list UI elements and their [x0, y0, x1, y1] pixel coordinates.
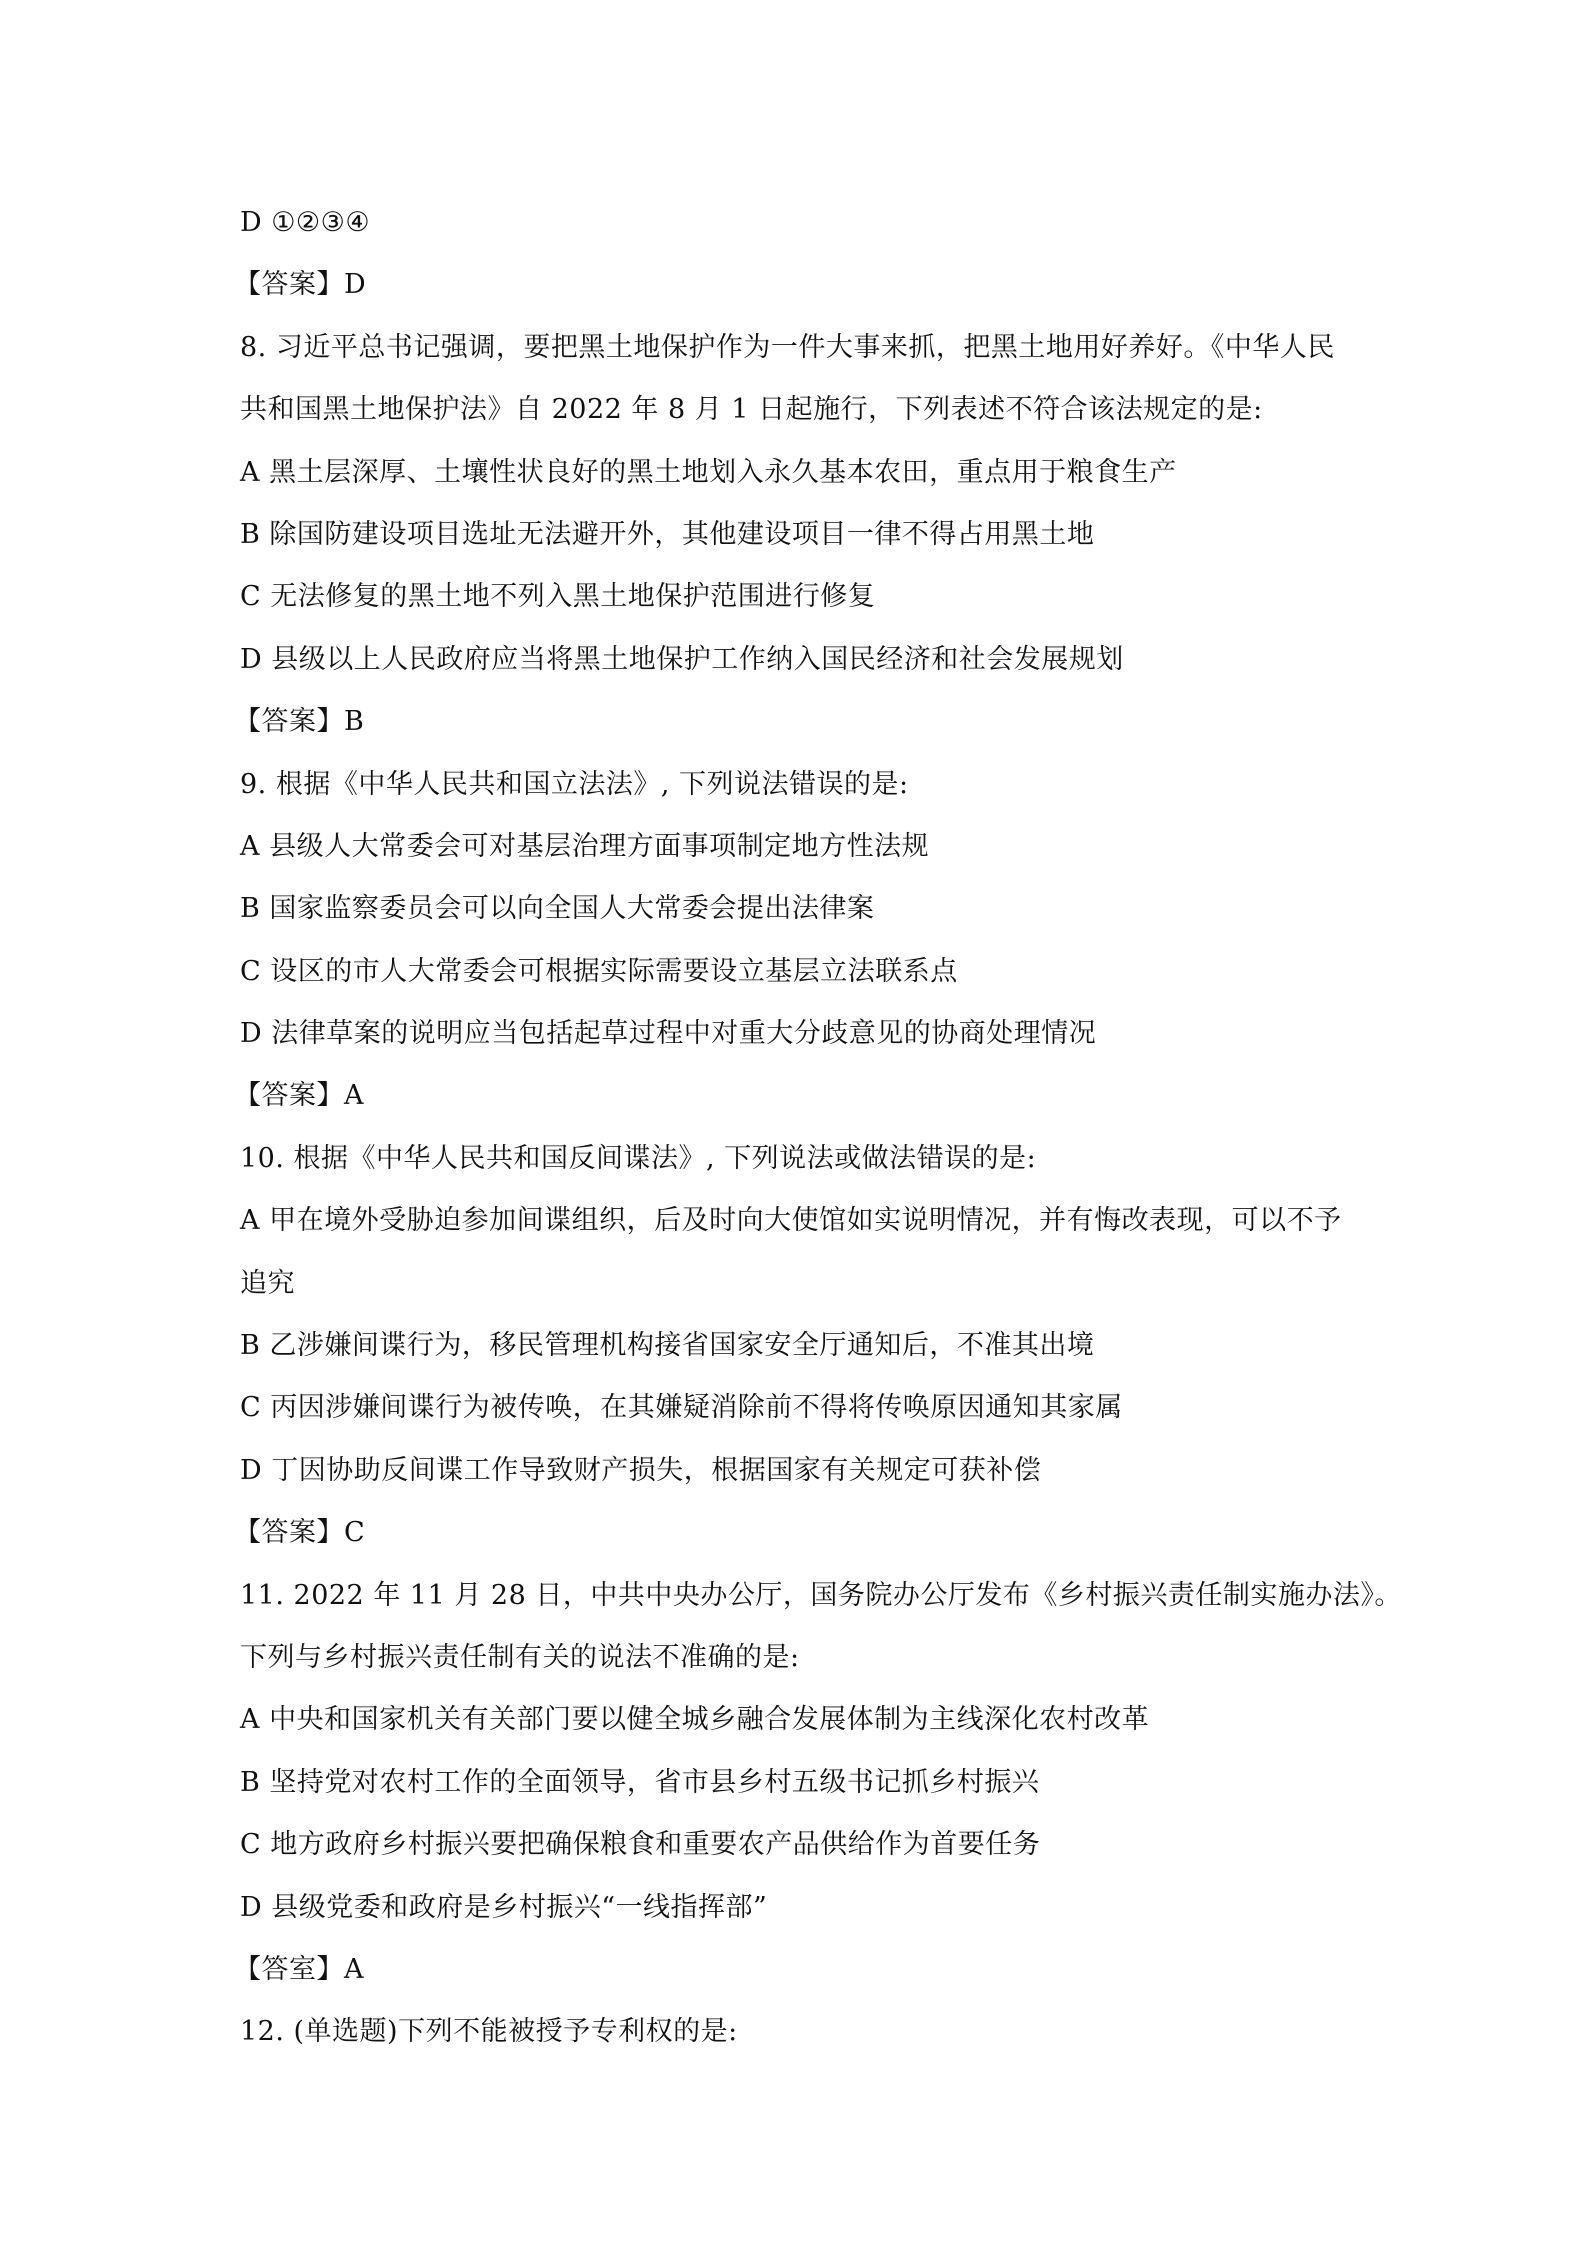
option-line: B 乙涉嫌间谍行为，移民管理机构接省国家安全厅通知后，不准其出境	[240, 1330, 1095, 1362]
question-11-line-1: 11. 2022 年 11 月 28 日，中共中央办公厅，国务院办公厅发布《乡村振兴责任制实施办法》。	[240, 1579, 1402, 1611]
question-8-line-2: 共和国黑土地保护法》自 2022 年 8 月 1 日起施行，下列表述不符合该法规定的是:	[240, 394, 1263, 426]
question-12-line: 12. (单选题)下列不能被授予专利权的是:	[240, 2016, 738, 2048]
option-line: C 丙因涉嫌间谍行为被传唤，在其嫌疑消除前不得将传唤原因通知其家属	[240, 1392, 1123, 1424]
option-line: D 法律草案的说明应当包括起草过程中对重大分歧意见的协商处理情况	[240, 1018, 1097, 1050]
question-10-line: 10. 根据《中华人民共和国反间谍法》, 下列说法或做法错误的是:	[240, 1142, 1037, 1174]
option-line: B 国家监察委员会可以向全国人大常委会提出法律案	[240, 893, 875, 925]
option-line-continued: 追究	[240, 1267, 295, 1299]
option-line: A 县级人大常委会可对基层治理方面事项制定地方性法规	[240, 830, 930, 862]
option-line: C 设区的市人大常委会可根据实际需要设立基层立法联系点	[240, 955, 958, 987]
option-line: B 除国防建设项目选址无法避开外，其他建设项目一律不得占用黑土地	[240, 518, 1095, 550]
answer-line: 【答案】B	[234, 706, 365, 738]
option-line: D 县级以上人民政府应当将黑土地保护工作纳入国民经济和社会发展规划	[240, 643, 1124, 675]
option-line: A 中央和国家机关有关部门要以健全城乡融合发展体制为主线深化农村改革	[240, 1704, 1150, 1736]
option-line: D ①②③④	[240, 207, 371, 238]
document-page	[234, 192, 1402, 2064]
option-line: D 县级党委和政府是乡村振兴“一线指挥部”	[240, 1891, 768, 1923]
question-11-line-2: 下列与乡村振兴责任制有关的说法不准确的是:	[240, 1641, 800, 1673]
option-line: B 坚持党对农村工作的全面领导，省市县乡村五级书记抓乡村振兴	[240, 1766, 1040, 1798]
option-line: A 黑土层深厚、土壤性状良好的黑土地划入永久基本农田，重点用于粮食生产	[240, 456, 1177, 488]
answer-line: 【答案】C	[234, 1517, 366, 1549]
option-line: C 无法修复的黑土地不列入黑土地保护范围进行修复	[240, 581, 876, 613]
question-8-line-1: 8. 习近平总书记强调，要把黑土地保护作为一件大事来抓，把黑土地用好养好。《中华人民	[240, 331, 1335, 363]
answer-line: 【答案】A	[234, 1080, 364, 1112]
option-line: A 甲在境外受胁迫参加间谍组织，后及时向大使馆如实说明情况，并有悔改表现，可以不予	[240, 1205, 1342, 1237]
answer-line: 【答案】D	[234, 269, 367, 301]
option-line: C 地方政府乡村振兴要把确保粮食和重要农产品供给作为首要任务	[240, 1829, 1041, 1861]
answer-line: 【答室】A	[234, 1953, 364, 1985]
question-9-line: 9. 根据《中华人民共和国立法法》, 下列说法错误的是:	[240, 768, 909, 800]
option-line: D 丁因协助反间谍工作导致财产损失，根据国家有关规定可获补偿	[240, 1454, 1042, 1486]
